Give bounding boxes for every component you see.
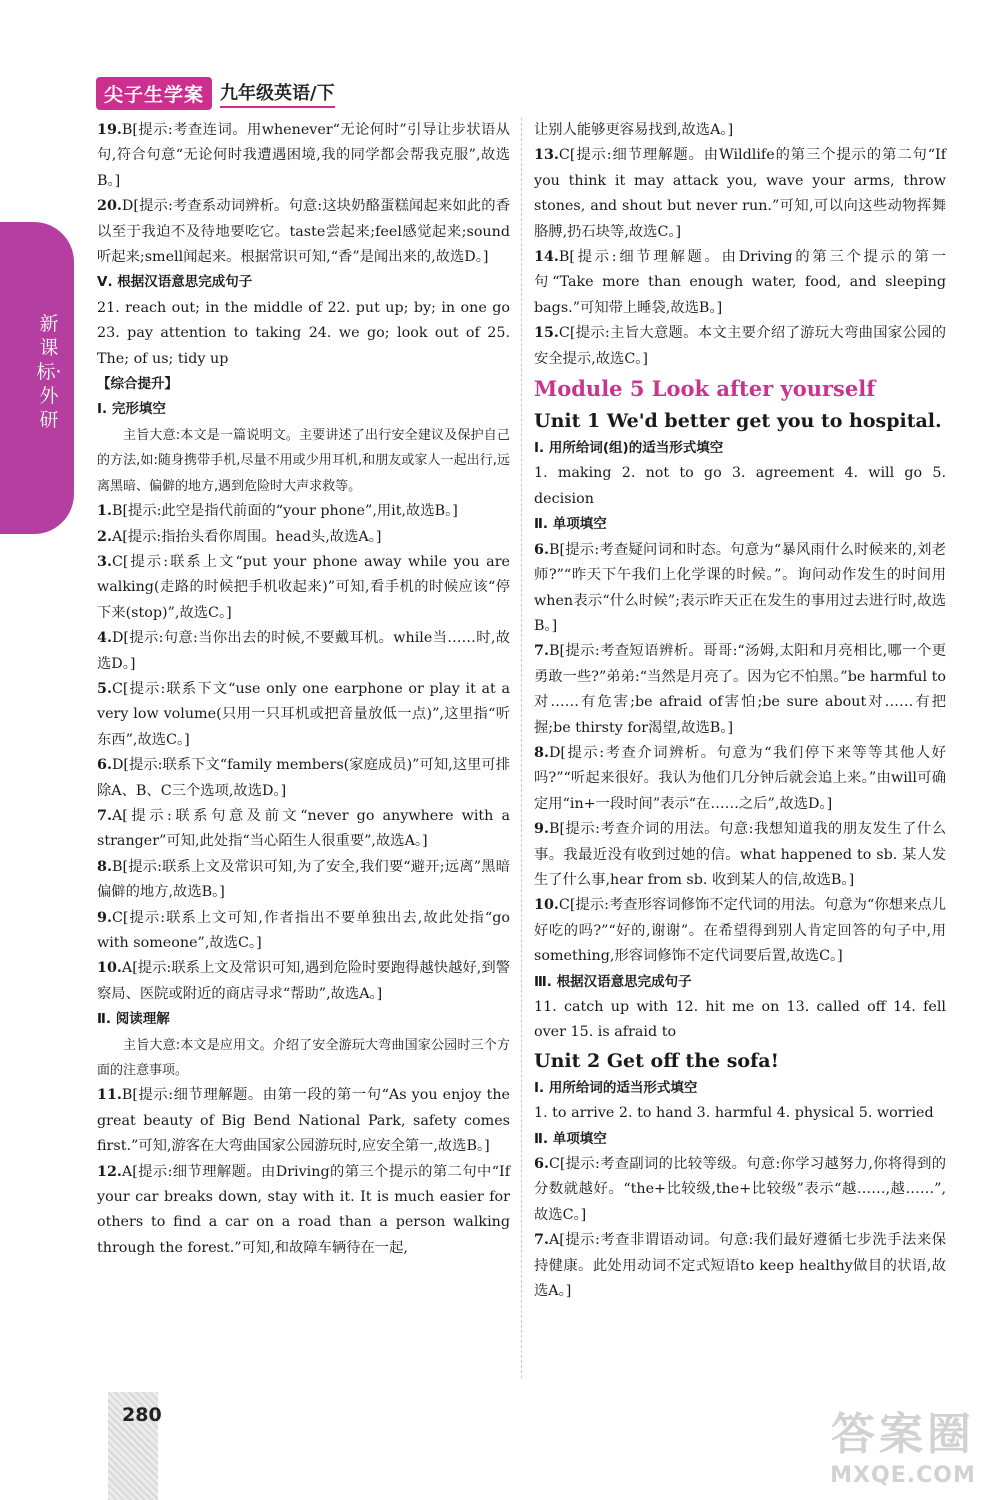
- answer-item: [534, 143, 946, 245]
- item-text: D[提示:考查系动词辨析。句意:这块奶酪蛋糕闻起来如此的香以至于我迫不及待地要吃它。taste尝起来;feel感觉起来;sound听起来;smell闻起来。根据常识可知,“香”是闻出来的,故选D。]: [97, 198, 510, 266]
- answer-line: 21. reach out; in the middle of 22. put up; by; in one go 23. pay attention to taking 24. we go; look out of 25. The; of us; tidy up: [97, 299, 510, 367]
- item-text: A[提示:联系句意及前文“never go anywhere with a stranger”可知,此处指“当心陌生人很重要”,故选A。]: [97, 807, 510, 850]
- watermark-url: MXQE.COM: [830, 1463, 976, 1488]
- item-text: C[提示:联系上文“put your phone away while you are walking(走路的时候把手机收起来)”可知,看手机的时候应该“停下来(stop)”,故选C。]: [97, 553, 510, 621]
- column-divider: [521, 118, 522, 1378]
- item-number: 3.: [97, 553, 112, 570]
- answer-line: 1. to arrive 2. to hand 3. harmful 4. physical 5. worried: [534, 1105, 934, 1122]
- item-number: 11.: [97, 1087, 122, 1104]
- item-text: B[提示:考查连词。用whenever“无论何时”引导让步状语从句,符合句意“无论何时我遭遇困境,我的同学都会帮我克服”,故选B。]: [97, 122, 510, 189]
- item-text: B[提示:细节理解题。由Driving的第三个提示的第一句“Take more than enough water, food, and sleeping bags.”可知带上睡袋,故选B。]: [534, 249, 946, 316]
- item-text: C[提示:考查副词的比较等级。句意:你学习越努力,你将得到的分数就越好。“the+比较级,the+比较级”表示“越……,越……”,故选C。]: [534, 1156, 946, 1223]
- answer-item: [97, 956, 510, 1007]
- answer-item: [97, 1083, 510, 1159]
- summary-text: 主旨大意:本文是一篇说明文。主要讲述了出行安全建议及保护自己的方法,如:随身携带手机,尽量不用或少用耳机,和朋友或家人一起出行,远离黑暗、偏僻的地方,遇到危险时大声求救等。: [97, 427, 510, 494]
- item-number: 7.: [534, 643, 549, 660]
- item-number: 4.: [97, 630, 112, 647]
- watermark: [828, 1408, 978, 1494]
- answer-item: [534, 321, 946, 372]
- item-text: C[提示:主旨大意题。本文主要介绍了游玩大弯曲国家公园的安全提示,故选C。]: [534, 325, 946, 367]
- item-number: 10.: [534, 897, 559, 914]
- section-heading: Ⅱ. 单项填空: [534, 516, 607, 533]
- answer-item: [97, 499, 510, 524]
- answer-line: 11. catch up with 12. hit me on 13. called off 14. fell over 15. is afraid to: [534, 999, 946, 1041]
- page-header: [96, 76, 335, 110]
- item-number: 7.: [534, 1232, 549, 1249]
- side-tab-label: 新课标·外研: [36, 313, 62, 431]
- section-heading: Ⅲ. 根据汉语意思完成句子: [534, 973, 692, 990]
- answer-item: [97, 626, 510, 677]
- answer-item: [97, 1160, 510, 1262]
- item-number: 8.: [534, 744, 549, 761]
- item-text: C[提示:联系上文可知,作者指出不要单独出去,故此处指“go with someone”,故选C。]: [97, 909, 510, 951]
- item-text: D[提示:句意:当你出去的时候,不要戴耳机。while当……时,故选D。]: [97, 630, 510, 672]
- summary-text: 主旨大意:本文是应用文。介绍了安全游玩大弯曲国家公园时三个方面的注意事项。: [97, 1037, 510, 1079]
- item-text: C[提示:联系下文“use only one earphone or play it at a very low volume(只用一只耳机或把音量放低一点)”,这里指“听东西”,故选C。]: [97, 680, 510, 748]
- item-number: 14.: [534, 249, 559, 266]
- answer-item: [534, 639, 946, 741]
- page-number-box: [108, 1392, 162, 1500]
- section-heading: 【综合提升】: [97, 376, 178, 393]
- answer-item: [97, 753, 510, 804]
- item-text: A[提示:细节理解题。由Driving的第三个提示的第二句中“If your car breaks down, stay with it. It is much easier for others to find a car on a road than a person walking through the forest.”可知,和故障车辆待在一起,: [97, 1163, 510, 1256]
- left-column: [97, 118, 510, 1261]
- answer-item: [97, 525, 510, 550]
- answer-item: [534, 741, 946, 817]
- item-text: D[提示:联系下文“family members(家庭成员)”可知,这里可排除A、B、C三个选项,故选D。]: [97, 757, 510, 799]
- item-text: B[提示:考查疑问词和时态。句意为“暴风雨什么时候来的,刘老师?”“昨天下午我们上化学课的时候。”。询问动作发生的时间用when表示“什么时候”;表示昨天正在发生的事用过去进行时,故选B。]: [534, 541, 946, 634]
- module-title: Module 5 Look after yourself: [534, 376, 876, 402]
- answer-item: [534, 1228, 946, 1304]
- section-heading: Ⅰ. 用所给词的适当形式填空: [534, 1079, 698, 1096]
- brand-label: 尖子生学案: [96, 77, 212, 110]
- answer-item: [534, 893, 946, 969]
- answer-item: [97, 118, 510, 194]
- item-number: 2.: [97, 528, 112, 545]
- item-number: 10.: [97, 960, 122, 977]
- item-text: C[提示:考查形容词修饰不定代词的用法。句意为“你想来点儿好吃的吗?”“好的,谢谢”。在希望得到别人肯定回答的句子中,用something,形容词修饰不定代词要后置,故选C。]: [534, 897, 946, 965]
- item-text: B[提示:考查介词的用法。句意:我想知道我的朋友发生了什么事。我最近没有收到过她的信。what happened to sb. 某人发生了什么事,hear from sb. 收到某人的信,故选B。]: [534, 821, 946, 888]
- item-text: C[提示:细节理解题。由Wildlife的第三个提示的第二句“If you think it may attack you, wave your arms, throw stones, and shout but never run.”可知,可以向这些动物挥舞胳膊,扔石块等,故选C。]: [534, 147, 946, 240]
- right-column: [534, 118, 946, 1304]
- item-text: A[提示:联系上文及常识可知,遇到危险时要跑得越快越好,到警察局、医院或附近的商店寻求“帮助”,故选A。]: [97, 960, 510, 1002]
- answer-item: [97, 677, 510, 753]
- answer-line: 让别人能够更容易找到,故选A。]: [534, 122, 734, 138]
- item-number: 13.: [534, 147, 559, 164]
- item-number: 1.: [97, 503, 112, 520]
- answer-item: [97, 804, 510, 855]
- answer-item: [534, 245, 946, 321]
- item-number: 19.: [97, 122, 122, 138]
- answer-item: [97, 855, 510, 906]
- page-number: 280: [122, 1404, 162, 1426]
- item-text: A[提示:考查非谓语动词。句意:我们最好遵循七步洗手法来保持健康。此处用动词不定式短语to keep healthy做目的状语,故选A。]: [534, 1232, 946, 1300]
- item-text: B[提示:细节理解题。由第一段的第一句“As you enjoy the great beauty of Big Bend National Park, safety comes first.”可知,游客在大弯曲国家公园游玩时,应安全第一,故选B。]: [97, 1087, 510, 1155]
- item-number: 20.: [97, 198, 122, 215]
- item-number: 15.: [534, 325, 559, 342]
- item-text: D[提示:考查介词辨析。句意为“我们停下来等等其他人好吗?”“听起来很好。我认为他们几分钟后就会追上来。”由will可确定用“in+一段时间”表示“在……之后”,故选D。]: [534, 744, 946, 812]
- item-text: B[提示:考查短语辨析。哥哥:“汤姆,太阳和月亮相比,哪一个更勇敢一些?”弟弟:“当然是月亮了。因为它不怕黑。”be harmful to对……有危害;be afraid of害怕;be sure about对……有把握;be thirsty for渴望,故选B。]: [534, 643, 946, 736]
- section-heading: Ⅴ. 根据汉语意思完成句子: [97, 274, 253, 291]
- item-number: 9.: [97, 909, 112, 926]
- item-number: 6.: [534, 1156, 549, 1173]
- unit-title: Unit 2 Get off the sofa!: [534, 1049, 779, 1072]
- section-heading: Ⅰ. 用所给词(组)的适当形式填空: [534, 440, 724, 457]
- answer-item: [97, 550, 510, 626]
- item-number: 6.: [97, 757, 112, 774]
- answer-item: [97, 906, 510, 957]
- item-number: 5.: [97, 680, 112, 697]
- section-heading: Ⅱ. 单项填空: [534, 1130, 607, 1147]
- item-text: B[提示:此空是指代前面的“your phone”,用it,故选B。]: [111, 503, 458, 520]
- answer-item: [534, 1152, 946, 1228]
- answer-item: [534, 817, 946, 893]
- answer-item: [97, 194, 510, 270]
- watermark-logo-text: 答案圈: [831, 1409, 975, 1460]
- answer-item: [534, 538, 946, 640]
- item-number: 12.: [97, 1163, 122, 1180]
- subject-label: 九年级英语/下: [220, 79, 335, 108]
- item-text: B[提示:联系上文及常识可知,为了安全,我们要“避开;远离”黑暗偏僻的地方,故选B。]: [97, 858, 510, 901]
- item-number: 9.: [534, 821, 549, 838]
- item-number: 6.: [534, 541, 549, 558]
- unit-title: Unit 1 We'd better get you to hospital.: [534, 410, 942, 433]
- section-heading: Ⅱ. 阅读理解: [97, 1011, 170, 1028]
- section-heading: Ⅰ. 完形填空: [97, 401, 166, 418]
- side-tab: [0, 222, 74, 534]
- item-text: A[提示:指抬头看你周围。head头,故选A。]: [111, 528, 382, 545]
- item-number: 8.: [97, 858, 112, 875]
- answer-line: 1. making 2. not to go 3. agreement 4. will go 5. decision: [534, 465, 946, 507]
- item-number: 7.: [97, 807, 112, 824]
